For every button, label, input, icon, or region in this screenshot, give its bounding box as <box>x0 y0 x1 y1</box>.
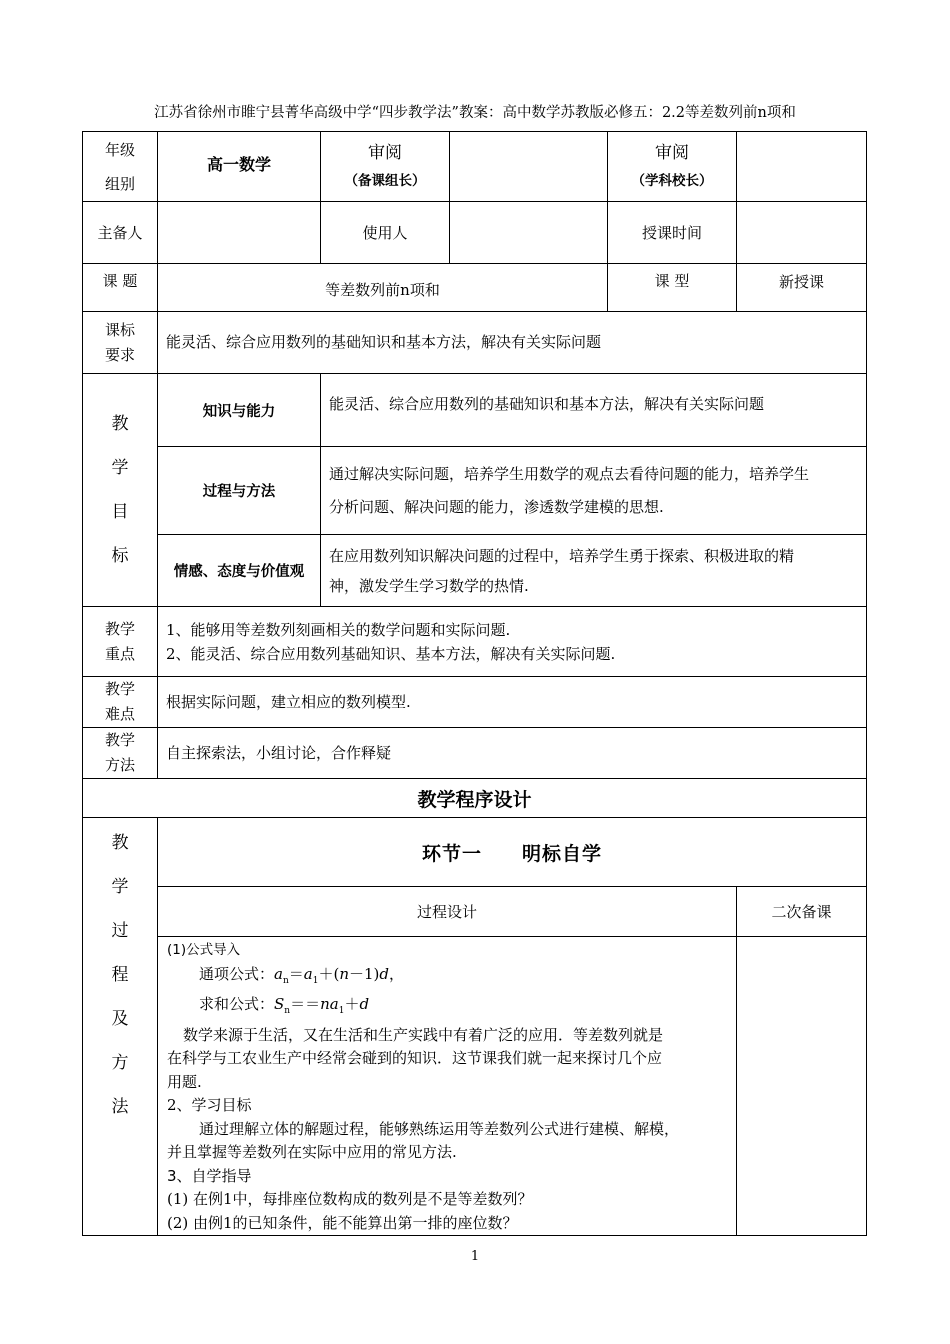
row-design-title <box>83 779 867 818</box>
lesson-type-value: 新授课 <box>737 264 867 312</box>
second-prep-header: 二次备课 <box>737 887 867 937</box>
lesson-time-value <box>737 202 867 264</box>
goal-knowledge-label: 知识与能力 <box>158 374 321 447</box>
sum-formula: 求和公式：$S_n==na_1+d$ <box>199 995 370 1016</box>
user-label: 使用人 <box>321 202 450 264</box>
preparer-label: 主备人 <box>83 202 158 264</box>
learning-goals-line: 通过理解立体的解题过程，能够熟练运用等差数列公式进行建模、解模， <box>199 1119 680 1138</box>
reviewer-group-lead-label: 审阅 （备课组长） <box>321 132 450 202</box>
design-title: 教学程序设计 <box>83 779 867 818</box>
lesson-plan-table <box>82 131 867 1236</box>
general-term-formula: 通项公式：$a_n=a_1+(n-1)d$， <box>199 964 405 986</box>
reviewer-principal-value <box>737 132 867 202</box>
goal-knowledge-text: 能灵活、综合应用数列的基础知识和基本方法，解决有关实际问题 <box>321 374 867 447</box>
method-text: 自主探索法，小组讨论，合作释疑 <box>158 728 867 779</box>
self-study-question: (2) 由例1的已知条件，能不能算出第一排的座位数？ <box>167 1213 518 1232</box>
row-topic <box>83 264 867 312</box>
goal-process-label: 过程与方法 <box>158 447 321 535</box>
row-goal-knowledge <box>83 374 867 447</box>
goal-emotion-label: 情感、态度与价值观 <box>158 535 321 607</box>
row-goal-emotion <box>83 535 867 607</box>
self-study-question: (1) 在例1中，每排座位数构成的数列是不是等差数列？ <box>167 1190 533 1208</box>
row-goal-process <box>83 447 867 535</box>
intro-paragraph-line: 数学来源于生活，又在生活和生产实践中有着广泛的应用．等差数列就是 <box>183 1025 664 1044</box>
method-label: 教学 方法 <box>83 728 158 779</box>
process-design-header: 过程设计 <box>158 887 737 937</box>
preparer-value <box>158 202 321 264</box>
goal-emotion-text: 在应用数列知识解决问题的过程中，培养学生勇于探索、积极进取的精 神，激发学生学习数学的热情. <box>321 535 867 607</box>
row-standards <box>83 312 867 374</box>
intro-paragraph-line: 用题. <box>167 1072 202 1091</box>
reviewer-group-lead-value <box>450 132 608 202</box>
user-value <box>450 202 608 264</box>
intro-paragraph-line: 在科学与工农业生产中经常会碰到的知识．这节课我们就一起来探讨几个应 <box>167 1049 663 1067</box>
keypoints-label: 教学 重点 <box>83 607 158 677</box>
page-number: 1 <box>470 1249 480 1264</box>
standards-text: 能灵活、综合应用数列的基础知识和基本方法，解决有关实际问题 <box>158 312 867 374</box>
row-process-content <box>83 937 867 1236</box>
lesson-type-label: 课 型 <box>608 264 737 312</box>
topic-value: 等差数列前n项和 <box>158 264 608 312</box>
document-header: 江苏省徐州市睢宁县菁华高级中学“四步教学法”教案：高中数学苏教版必修五：2.2等差数列前n项和 <box>154 105 796 121</box>
difficulty-text: 根据实际问题，建立相应的数列模型. <box>158 677 867 728</box>
row-difficulty <box>83 677 867 728</box>
lesson-time-label: 授课时间 <box>608 202 737 264</box>
row-columns <box>83 887 867 937</box>
process-design-content <box>158 937 737 1236</box>
learning-goals-line: 并且掌握等差数列在实际中应用的常见方法. <box>167 1143 457 1161</box>
teaching-process-label: 教 学 过 程 及 方 法 <box>83 818 158 1236</box>
teaching-goals-label: 教 学 目 标 <box>83 374 158 607</box>
row-keypoints <box>83 607 867 677</box>
stage-title: 环节一 明标自学 <box>158 818 867 887</box>
row-preparer <box>83 202 867 264</box>
learning-goals-heading: 2、学习目标 <box>167 1096 252 1114</box>
formula-intro-heading: (1)公式导入 <box>167 942 241 958</box>
grade-group-label: 年级 组别 <box>83 132 158 202</box>
second-prep-content <box>737 937 867 1236</box>
grade-value: 高一数学 <box>158 132 321 202</box>
goal-process-text: 通过解决实际问题，培养学生用数学的观点去看待问题的能力，培养学生 分析问题、解决问题的能力，渗透数学建模的思想. <box>321 447 867 535</box>
row-method <box>83 728 867 779</box>
self-study-heading: 3、自学指导 <box>167 1166 252 1185</box>
row-stage <box>83 818 867 887</box>
difficulty-label: 教学 难点 <box>83 677 158 728</box>
reviewer-principal-label: 审阅 （学科校长） <box>608 132 737 202</box>
row-grade <box>83 132 867 202</box>
standards-label: 课标 要求 <box>83 312 158 374</box>
keypoints-text: 1、能够用等差数列刻画相关的数学问题和实际问题. 2、能灵活、综合应用数列基础知识、基本方法，解决有关实际问题. <box>158 607 867 677</box>
topic-label: 课 题 <box>83 264 158 312</box>
